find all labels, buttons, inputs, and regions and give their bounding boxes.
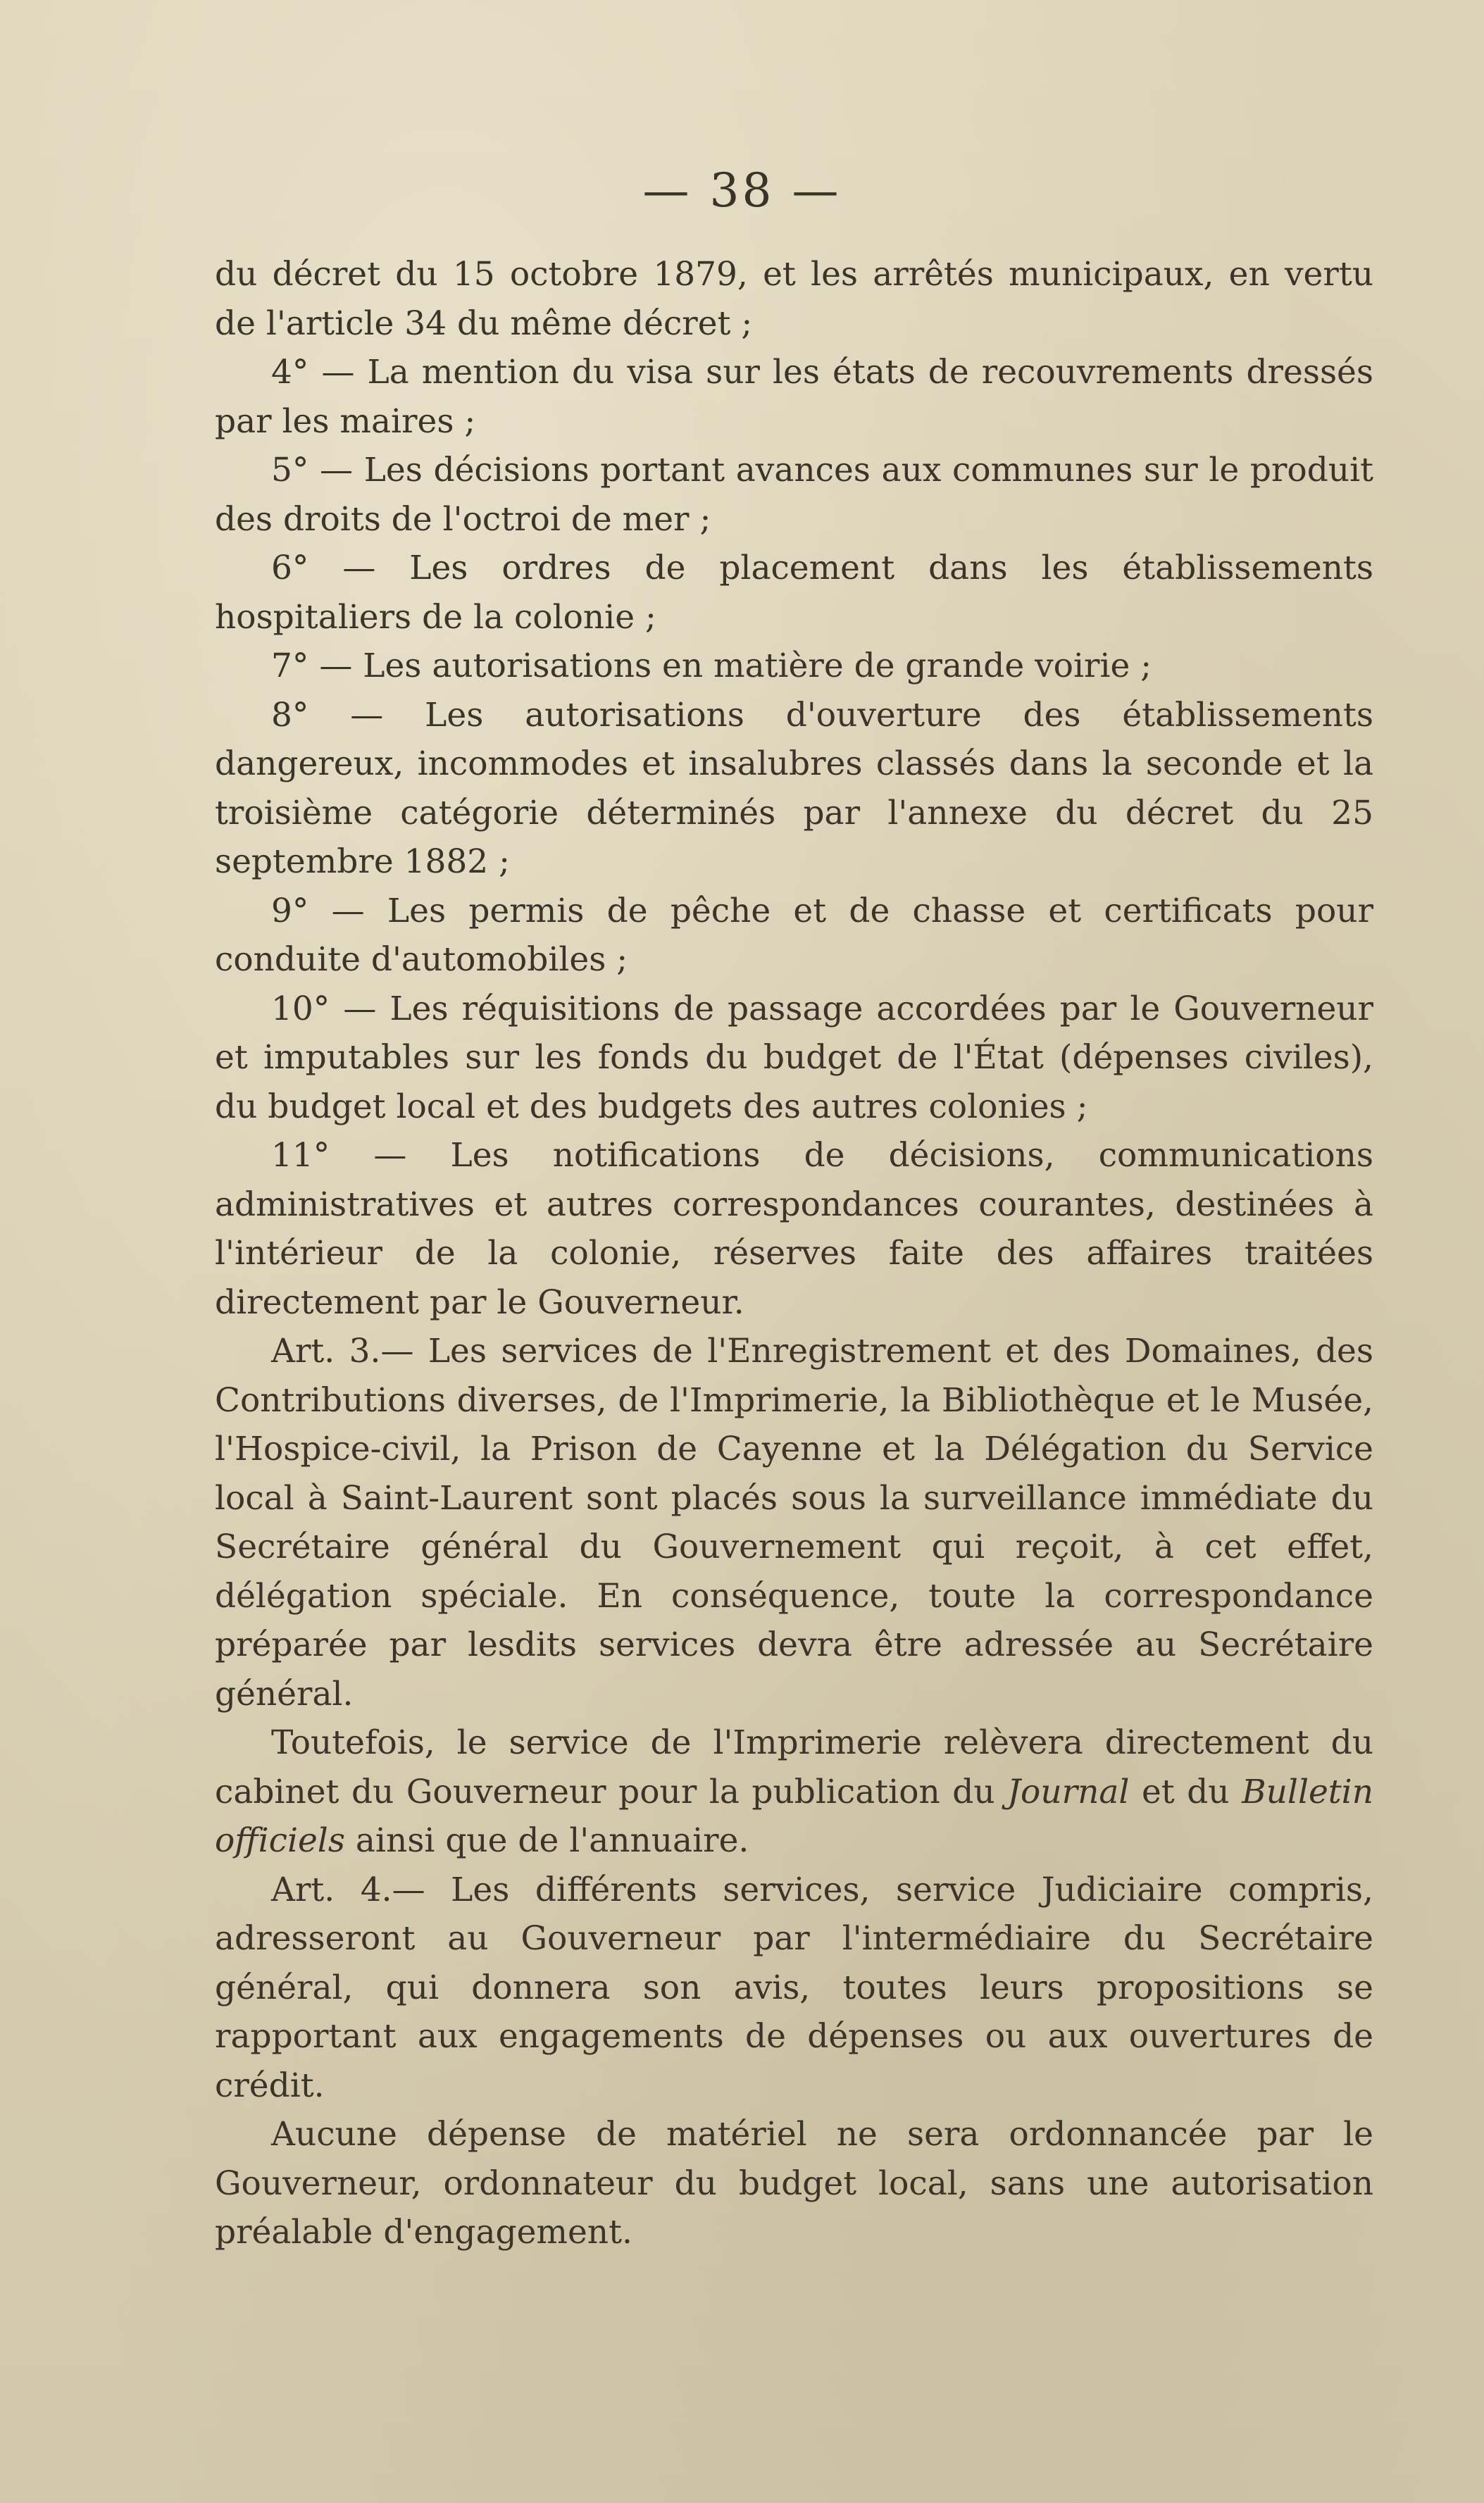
paragraph-article-3: Art. 3.— Les services de l'Enregistrement et des Domaines, des Contributions diverses, de l'Imprimerie, la Bibliothèque et le Musée, l'Hospice-civil, la Prison de Cayenne et la Délégation du Service local à Saint-Laurent sont placés sous la surveillance immédiate du Secrétaire général du Gouvernement qui reçoit, à cet effet, délégation spéciale. En conséquence, toute la correspondance préparée par lesdits services devra être adressée au Secrétaire général.: [215, 1332, 1373, 1714]
paragraph-item-8: 8° — Les autorisations d'ouverture des établissements dangereux, incommodes et insalubres classés dans la seconde et la troisième catégorie déterminés par l'annexe du décret du 25 septembre 1882 ;: [215, 695, 1373, 881]
paragraph-item-6: 6° — Les ordres de placement dans les établissements hospitaliers de la colonie ;: [215, 549, 1373, 637]
imprimerie-text-before: Toutefois, le service de l'Imprimerie relèvera directement du cabinet du Gouverneur pour la publication du: [215, 1723, 1373, 1811]
paragraph-depense-materiel: Aucune dépense de matériel ne sera ordonnancée par le Gouverneur, ordonnateur du budget local, sans une autorisation préalable d'engagement.: [215, 2115, 1373, 2252]
paragraph-item-9: 9° — Les permis de pêche et de chasse et certificats pour conduite d'automobiles ;: [215, 891, 1373, 979]
paragraph-item-5: 5° — Les décisions portant avances aux communes sur le produit des droits de l'octroi de mer ;: [215, 451, 1373, 539]
paragraph-imprimerie: [215, 1718, 1373, 1866]
page-number: — 38 —: [642, 163, 842, 218]
paragraph-decree-continuation: du décret du 15 octobre 1879, et les arrêtés municipaux, en vertu de l'article 34 du même décret ;: [215, 255, 1373, 343]
journal-title: Journal: [1007, 1772, 1130, 1811]
paragraph-item-10: 10° — Les réquisitions de passage accordées par le Gouverneur et imputables sur les fonds du budget de l'État (dépenses civiles), du budget local et des budgets des autres colonies ;: [215, 989, 1373, 1126]
paragraph-item-7: 7° — Les autorisations en matière de grande voirie ;: [271, 647, 1152, 685]
paragraph-item-11: 11° — Les notifications de décisions, communications administratives et autres correspondances courantes, destinées à l'intérieur de la colonie, réserves faite des affaires traitées directement par le Gouverneur.: [215, 1136, 1373, 1322]
body-text: [215, 250, 1373, 2257]
paragraph-article-4: Art. 4.— Les différents services, service Judiciaire compris, adresseront au Gouverneur par l'intermédiaire du Secrétaire général, qui donnera son avis, toutes leurs propositions se rapportant aux engagements de dépenses ou aux ouvertures de crédit.: [215, 1870, 1373, 2105]
imprimerie-text-after: ainsi que de l'annuaire.: [355, 1821, 749, 1860]
paragraph-item-4: 4° — La mention du visa sur les états de recouvrements dressés par les maires ;: [215, 353, 1373, 441]
bulletin-title: Bulletin officiels: [215, 1772, 1373, 1860]
imprimerie-text-between: et du: [1141, 1772, 1230, 1811]
